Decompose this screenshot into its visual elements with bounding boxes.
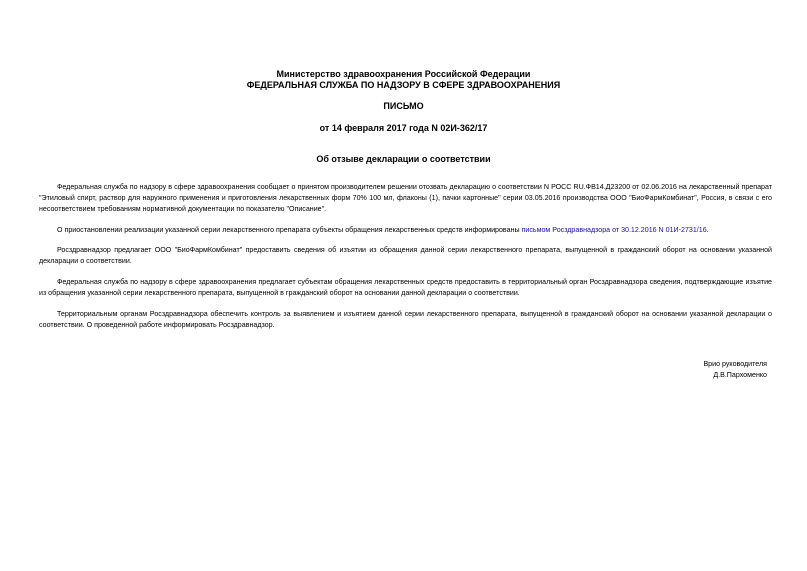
paragraph-suspension-info	[39, 225, 772, 236]
signature-role: Врио руководителя	[703, 360, 767, 368]
paragraph-text-end: .	[706, 226, 709, 234]
paragraph-recall-notice: Федеральная служба по надзору в сфере здравоохранения сообщает о принятом производителем решении отозвать декларацию о соответствии N РОСС RU.ФВ14.Д23200 от 02.06.2016 на лекарственный препарат "Этиловый спирт, раствор для наружного применения и приготовления лекарственных форм 70% 100 мл, флаконы (1), пачки картонные" серии 03.05.2016 производства ООО "БиоФармКомбинат", Россия, в связи с его несоответствием требованиям нормативной документации по показателю "Описание".	[39, 183, 772, 213]
paragraph-subjects-request: Федеральная служба по надзору в сфере здравоохранения предлагает субъектам обращения лекарственных средств предоставить в территориальный орган Росздравнадзора сведения, подтверждающие изъятие из обращения указанной серии лекарственного препарата, выпущенной в гражданский оборот на основании данной декларации о соответствии.	[39, 278, 772, 297]
paragraph-text: О приостановлении реализации указанной серии лекарственного препарата субъекты обращения лекарственных средств информированы	[57, 226, 522, 234]
paragraph-manufacturer-request: Росздравнадзор предлагает ООО "БиоФармКомбинат" предоставить сведения об изъятии из обращения данной серии лекарственного препарата, выпущенной в гражданский оборот на основании указанной декларации о соответствии.	[39, 246, 772, 265]
document-subject: Об отзыве декларации о соответствии	[316, 154, 491, 164]
paragraph-territorial-control: Территориальным органам Росздравнадзора обеспечить контроль за выявлением и изъятием данной серии лекарственного препарата, выпущенной в гражданский оборот на основании указанной декларации о соответствии. О проведенной работе информировать Росздравнадзор.	[39, 310, 772, 329]
letter-reference-link[interactable]: письмом Росздравнадзора от 30.12.2016 N 01И-2731/16	[521, 226, 707, 234]
document-type: ПИСЬМО	[383, 101, 424, 111]
service-name: ФЕДЕРАЛЬНАЯ СЛУЖБА ПО НАДЗОРУ В СФЕРЕ ЗДРАВООХРАНЕНИЯ	[246, 80, 561, 90]
signature-name: Д.В.Пархоменко	[713, 371, 767, 379]
ministry-name: Министерство здравоохранения Российской Федерации	[276, 69, 531, 79]
document-date-number: от 14 февраля 2017 года N 02И-362/17	[319, 123, 488, 133]
